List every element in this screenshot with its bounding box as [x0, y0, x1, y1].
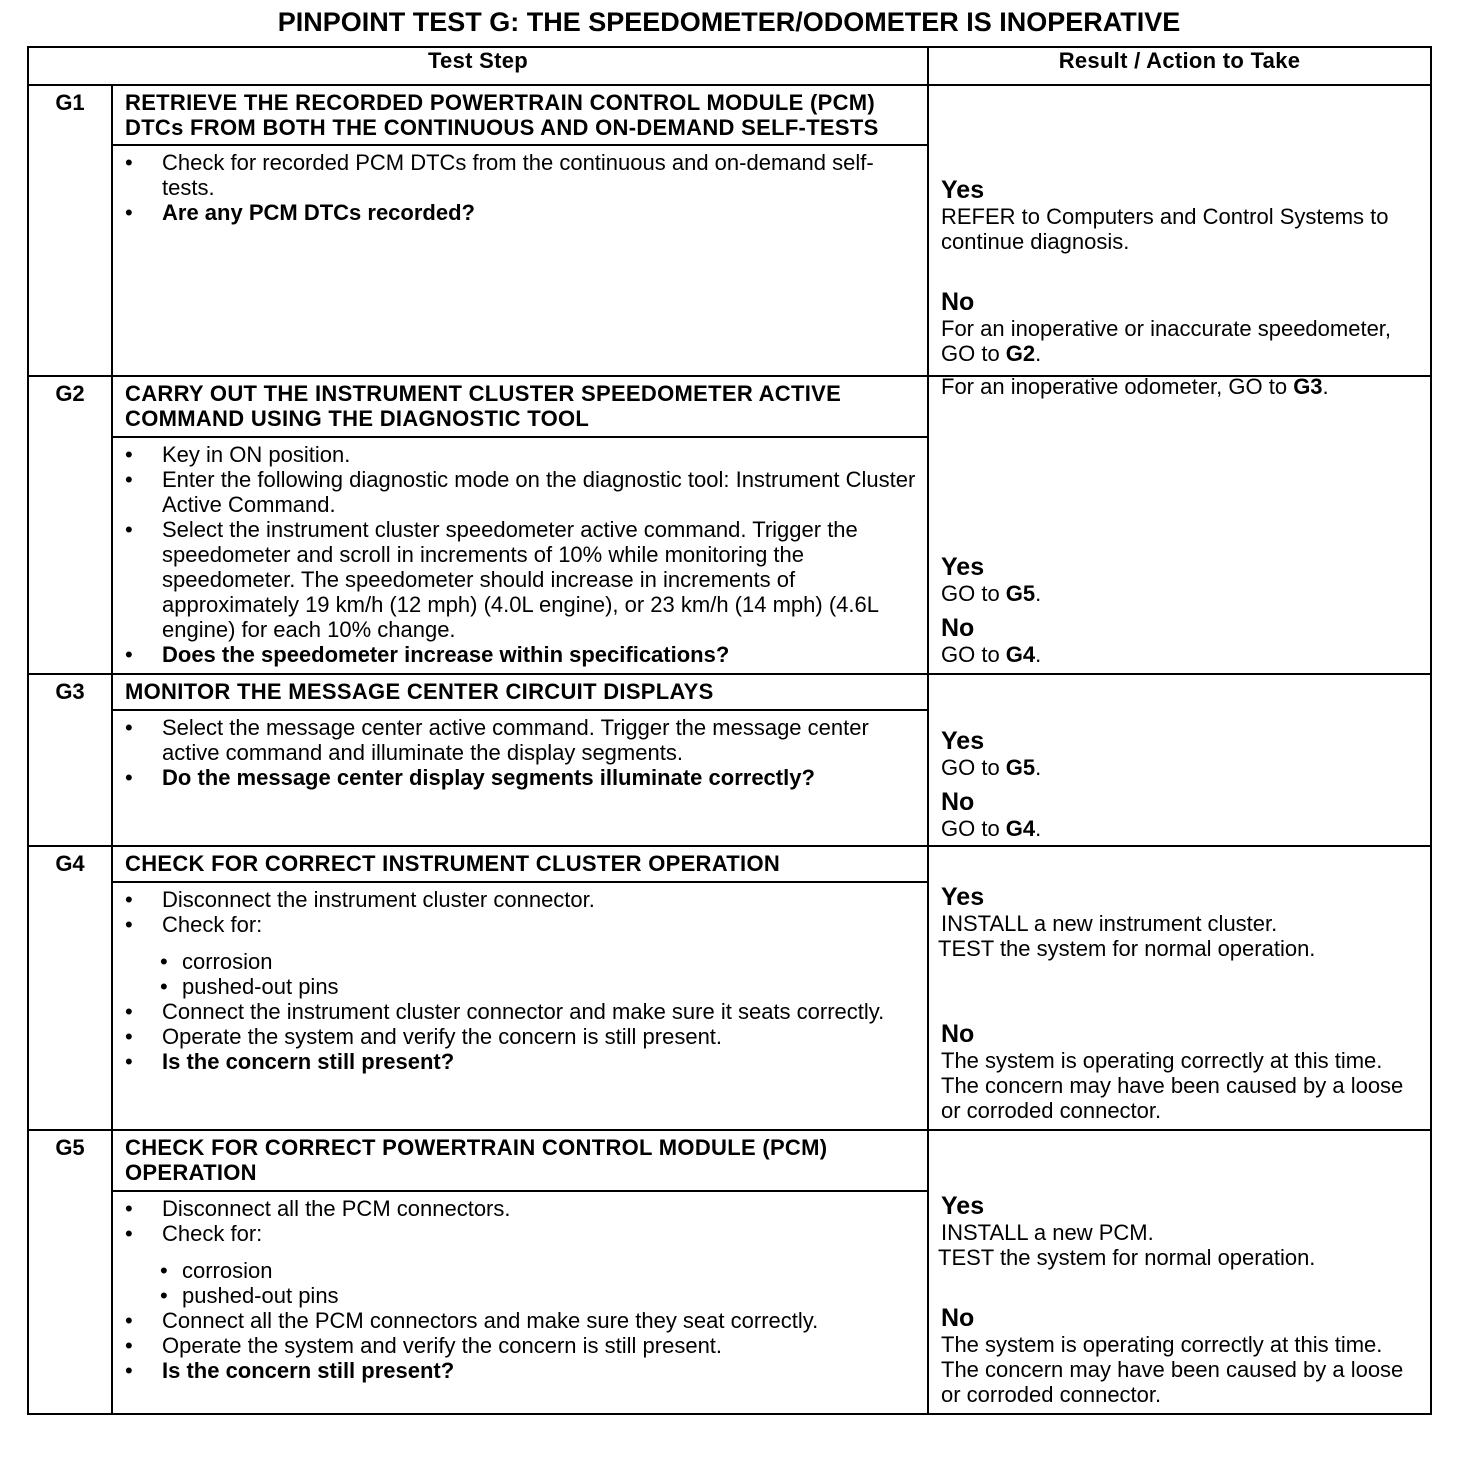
list-item: • Are any PCM DTCs recorded? [125, 200, 475, 225]
no-label: No [941, 788, 975, 816]
list-item: • Is the concern still present? [125, 1358, 455, 1383]
step-g3-body [112, 710, 928, 846]
page-title: PINPOINT TEST G: THE SPEEDOMETER/ODOMETER IS INOPERATIVE [277, 7, 1181, 37]
no-label: No [941, 614, 975, 642]
yes-label: Yes [941, 883, 985, 911]
list-item: • Connect all the PCM connectors and make sure they seat correctly. [125, 1308, 819, 1333]
no-label: No [941, 1020, 975, 1048]
step-g3-title: MONITOR THE MESSAGE CENTER CIRCUIT DISPLAYS [112, 674, 928, 710]
list-item: • Disconnect the instrument cluster connector. [125, 887, 595, 912]
list-item: • Check for: [125, 912, 263, 937]
sub-list-item: • pushed-out pins [160, 974, 339, 999]
no-text: The system is operating correctly at this time. The concern may have been caused by a loose or corroded connector. [941, 1332, 1404, 1407]
list-item: • Connect the instrument cluster connector and make sure it seats correctly. [125, 999, 885, 1024]
step-g2-result [928, 376, 1431, 674]
step-g5-title-row [28, 1130, 1431, 1191]
yes-label: Yes [941, 176, 985, 204]
list-item: • Operate the system and verify the concern is still present. [125, 1333, 723, 1358]
no-text-1: For an inoperative or inaccurate speedometer, GO to G2. [941, 316, 1392, 366]
yes-label: Yes [941, 553, 985, 581]
list-item: • Is the concern still present? [125, 1049, 455, 1074]
step-g2-title-row [28, 376, 1431, 437]
list-item: • Check for: [125, 1221, 263, 1246]
step-g4-id: G4 [28, 846, 112, 1130]
yes-line-1: INSTALL a new instrument cluster. [941, 911, 1278, 936]
sub-list-item: • pushed-out pins [160, 1283, 339, 1308]
pinpoint-test-table [27, 46, 1432, 1415]
step-g3-title-row [28, 674, 1431, 710]
list-item: • Select the instrument cluster speedometer active command. Trigger the speedometer and scroll in increments of 10% while monitoring the speedometer. The speedometer should increase in increments of approximately 19 km/h (12 mph) (4.0L engine), or 23 km/h (14 mph) (4.6L engine) for each 10% change. [125, 517, 879, 642]
step-g2-title: CARRY OUT THE INSTRUMENT CLUSTER SPEEDOMETER ACTIVE COMMAND USING THE DIAGNOSTIC TOOL [112, 376, 928, 437]
step-g3-result [928, 674, 1431, 846]
step-g5-id: G5 [28, 1130, 112, 1414]
no-text: GO to G4. [941, 642, 1042, 667]
no-text: GO to G4. [941, 816, 1042, 841]
step-g2-id: G2 [28, 376, 112, 674]
yes-text: GO to G5. [941, 581, 1042, 606]
yes-line-1: INSTALL a new PCM. [941, 1220, 1154, 1245]
step-g5-body [112, 1191, 928, 1414]
sub-list-item: • corrosion [160, 949, 273, 974]
list-item: • Operate the system and verify the concern is still present. [125, 1024, 723, 1049]
list-item: • Enter the following diagnostic mode on the diagnostic tool: Instrument Cluster Active Command. [125, 467, 916, 517]
step-g1-title: RETRIEVE THE RECORDED POWERTRAIN CONTROL MODULE (PCM) DTCs FROM BOTH THE CONTINUOUS AND ON-DEMAND SELF-TESTS [112, 85, 928, 145]
step-g5-title: CHECK FOR CORRECT POWERTRAIN CONTROL MODULE (PCM) OPERATION [112, 1130, 928, 1191]
list-item: • Select the message center active command. Trigger the message center active command and illuminate the display segments. [125, 715, 869, 765]
step-g4-title-row [28, 846, 1431, 882]
step-g4-title: CHECK FOR CORRECT INSTRUMENT CLUSTER OPERATION [112, 846, 928, 882]
step-g4-result [928, 846, 1431, 1130]
yes-label: Yes [941, 727, 985, 755]
step-g3-id: G3 [28, 674, 112, 846]
no-label: No [941, 288, 975, 316]
step-g1-result [928, 85, 1431, 399]
result-header: Result / Action to Take [928, 47, 1431, 85]
table-header-row [28, 47, 1431, 85]
step-g5-result [928, 1130, 1431, 1414]
yes-text: REFER to Computers and Control Systems to continue diagnosis. [941, 204, 1389, 254]
step-g1-id: G1 [28, 85, 112, 376]
yes-line-2: TEST the system for normal operation. [938, 936, 1316, 961]
list-item: • Key in ON position. [125, 442, 351, 467]
step-g2-body [112, 437, 928, 674]
yes-label: Yes [941, 1192, 985, 1220]
yes-text: GO to G5. [941, 755, 1042, 780]
step-g1-body [112, 145, 928, 376]
step-g1-title-row [28, 85, 1431, 145]
sub-list-item: • corrosion [160, 1258, 273, 1283]
no-text-2: For an inoperative odometer, GO to G3. [941, 374, 1329, 399]
list-item: • Does the speedometer increase within specifications? [125, 642, 730, 667]
yes-line-2: TEST the system for normal operation. [938, 1245, 1316, 1270]
test-step-header: Test Step [28, 47, 928, 85]
list-item: • Check for recorded PCM DTCs from the continuous and on-demand self-tests. [125, 150, 874, 200]
list-item: • Disconnect all the PCM connectors. [125, 1196, 511, 1221]
no-label: No [941, 1304, 975, 1332]
no-text: The system is operating correctly at this time. The concern may have been caused by a loose or corroded connector. [941, 1048, 1404, 1123]
step-g4-body [112, 882, 928, 1130]
list-item: • Do the message center display segments illuminate correctly? [125, 765, 815, 790]
